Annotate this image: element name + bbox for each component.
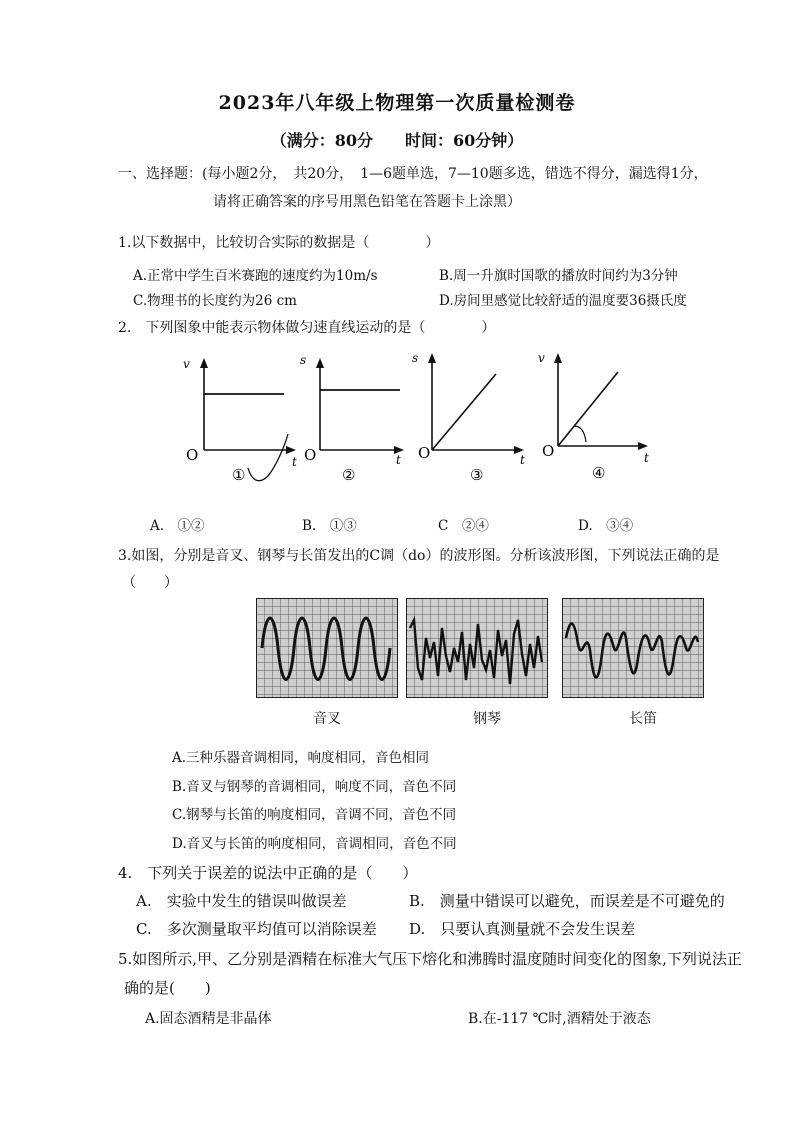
q3-paren: （ ）	[122, 575, 178, 591]
tuning-fork-waveform	[256, 598, 398, 698]
q4-stem: 4. 下列关于误差的说法中正确的是（ ）	[118, 864, 418, 882]
flute-waveform	[562, 598, 704, 698]
graph-1-number: ①	[232, 466, 246, 484]
q1-stem: 1.以下数据中，比较切合实际的数据是（ ）	[118, 235, 440, 251]
q1-option-b: B.周一升旗时国歌的播放时间约为3分钟	[439, 268, 678, 284]
q5-stem-cont: 确的是( )	[124, 979, 211, 997]
graph-1-xlabel: t	[292, 455, 297, 469]
q2-option-a: A. ①②	[150, 518, 205, 534]
q4-option-d: D. 只要认真测量就不会发生误差	[409, 920, 636, 938]
q2-option-b: B. ①③	[302, 518, 357, 534]
q3-stem: 3.如图，分别是音叉、钢琴与长笛发出的C调（do）的波形图。分析该波形图，下列说法正确的是	[118, 548, 720, 564]
graph-4-origin: O	[542, 442, 555, 460]
graph-2-xlabel: t	[396, 453, 401, 467]
q3-option-c: C.钢琴与长笛的响度相同，音调不同，音色不同	[172, 807, 457, 823]
wave-label-tuning-fork: 音叉	[313, 711, 341, 727]
graph-3-ylabel: s	[412, 351, 419, 365]
graph-2-number: ②	[342, 466, 356, 484]
q2-stem: 2. 下列图象中能表示物体做匀速直线运动的是（ ）	[118, 320, 496, 336]
page-title: 2023年八年级上物理第一次质量检测卷	[218, 92, 576, 114]
graph-4	[536, 348, 662, 492]
graph-1-origin: O	[186, 446, 199, 464]
graph-4-number: ④	[592, 464, 606, 482]
q1-option-c: C.物理书的长度约为26 cm	[133, 293, 297, 309]
graph-4-xlabel: t	[644, 451, 649, 465]
q1-option-d: D.房间里感觉比较舒适的温度要36摄氏度	[439, 293, 687, 309]
graph-2-ylabel: s	[300, 353, 307, 367]
graph-1	[180, 352, 306, 492]
section-heading: 一、选择题：(每小题2分， 共20分， 1—6题单选，7—10题多选，错选不得分，漏选得1分，	[118, 166, 708, 182]
q4-option-c: C. 多次测量取平均值可以消除误差	[136, 920, 377, 938]
page-subtitle: （满分：80分 时间：60分钟）	[270, 131, 524, 150]
section-heading-cont: 请将正确答案的序号用黑色铅笔在答题卡上涂黑）	[213, 194, 521, 210]
wave-label-piano: 钢琴	[473, 711, 501, 727]
q3-option-d: D.音叉与长笛的响度相同，音调相同，音色不同	[172, 836, 457, 852]
q4-option-b: B. 测量中错误可以避免，而误差是不可避免的	[409, 892, 725, 910]
q2-option-d: D. ③④	[578, 518, 634, 534]
q5-option-b: B.在-117 ℃时,酒精处于液态	[468, 1011, 651, 1027]
graph-3-origin: O	[418, 444, 431, 462]
piano-waveform	[406, 598, 548, 698]
q5-stem: 5.如图所示,甲、乙分别是酒精在标准大气压下熔化和沸腾时温度随时间变化的图象,下列说法正	[118, 950, 742, 968]
graph-3-number: ③	[470, 466, 484, 484]
graph-2	[296, 352, 422, 492]
wave-label-flute: 长笛	[629, 711, 657, 727]
q2-option-c: C ②④	[438, 518, 489, 534]
graph-3	[408, 348, 534, 492]
q4-option-a: A. 实验中发生的错误叫做误差	[136, 892, 347, 910]
q3-option-b: B.音叉与钢琴的音调相同，响度不同，音色不同	[172, 779, 457, 795]
graph-1-ylabel: v	[183, 357, 190, 371]
q3-option-a: A.三种乐器音调相同，响度相同，音色相同	[172, 750, 430, 766]
graph-3-xlabel: t	[520, 453, 525, 467]
graph-2-origin: O	[304, 446, 317, 464]
graph-4-ylabel: v	[538, 351, 545, 365]
q5-option-a: A.固态酒精是非晶体	[145, 1011, 272, 1027]
q1-option-a: A.正常中学生百米赛跑的速度约为10m/s	[133, 268, 378, 284]
